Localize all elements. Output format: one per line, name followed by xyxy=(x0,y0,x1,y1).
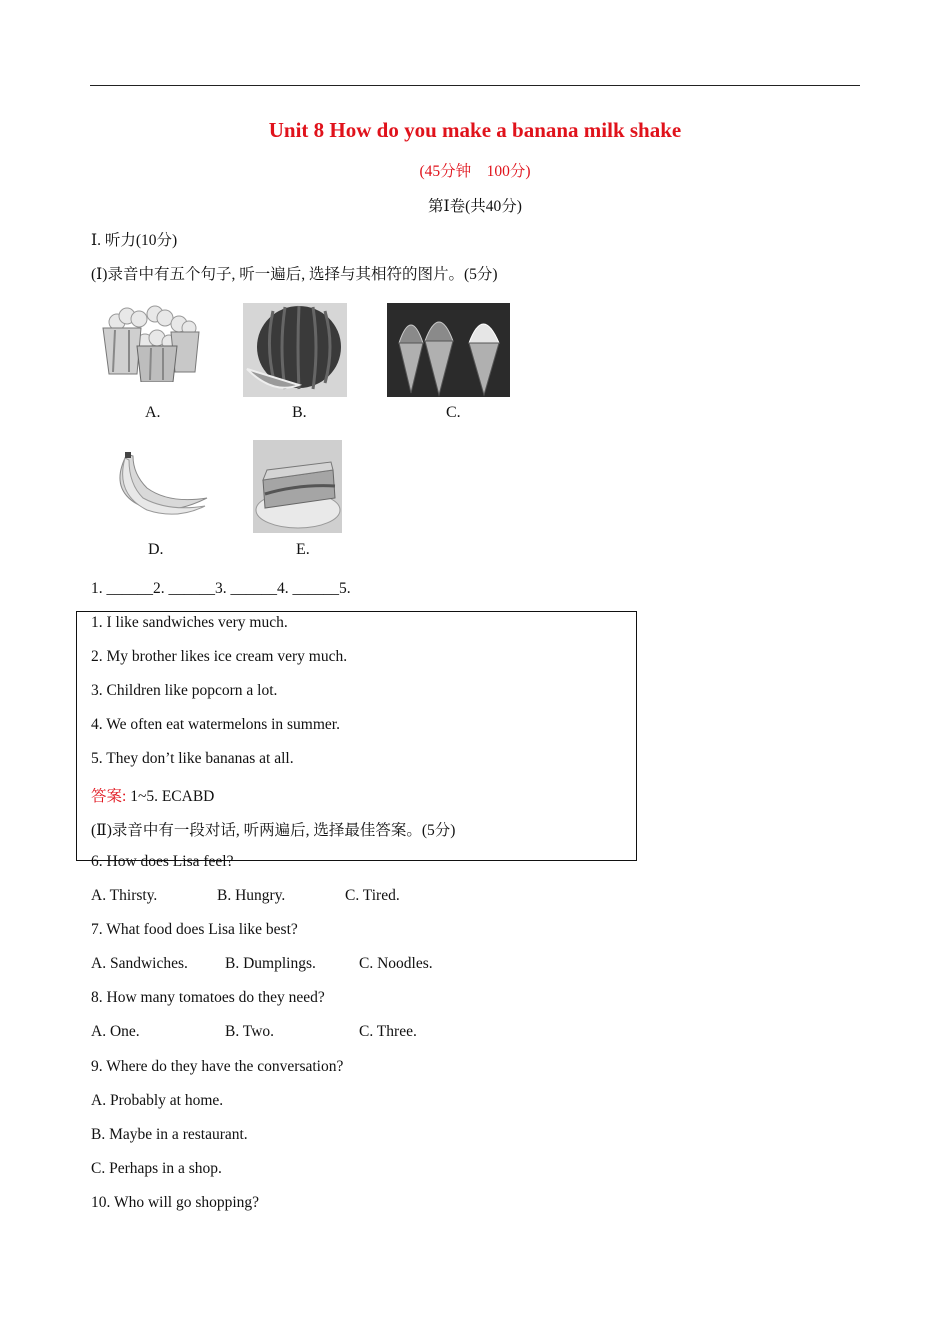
section-heading: Ⅰ. 听力(10分) xyxy=(91,232,178,249)
q6-option-c: C. Tired. xyxy=(345,887,400,904)
banana-image xyxy=(107,448,209,520)
part1-instruction: (Ⅰ)录音中有五个句子, 听一遍后, 选择与其相符的图片。(5分) xyxy=(91,266,498,283)
popcorn-image xyxy=(97,304,201,382)
question-10: 10. Who will go shopping? xyxy=(91,1194,260,1211)
q7-option-a: A. Sandwiches. xyxy=(91,955,188,972)
answer-text: 1~5. ECABD xyxy=(126,788,215,805)
q7-option-b: B. Dumplings. xyxy=(225,955,316,972)
transcript-line: 5. They don’t like bananas at all. xyxy=(91,750,294,767)
transcript-line: 3. Children like popcorn a lot. xyxy=(91,682,278,699)
ice-cream-image xyxy=(387,303,510,397)
header-rule xyxy=(90,85,860,86)
picture-b-label: B. xyxy=(292,404,307,421)
transcript-line: 1. I like sandwiches very much. xyxy=(91,614,288,631)
q9-option-b: B. Maybe in a restaurant. xyxy=(91,1126,248,1143)
question-8: 8. How many tomatoes do they need? xyxy=(91,989,325,1006)
q6-option-a: A. Thirsty. xyxy=(91,887,158,904)
volume-heading: 第Ⅰ卷(共40分) xyxy=(428,198,522,215)
question-9: 9. Where do they have the conversation? xyxy=(91,1058,344,1075)
q7-option-c: C. Noodles. xyxy=(359,955,433,972)
transcript-line: 2. My brother likes ice cream very much. xyxy=(91,648,348,665)
q8-option-b: B. Two. xyxy=(225,1023,275,1040)
q9-option-a: A. Probably at home. xyxy=(91,1092,224,1109)
picture-c-label: C. xyxy=(446,404,461,421)
q6-option-b: B. Hungry. xyxy=(217,887,286,904)
q8-option-a: A. One. xyxy=(91,1023,140,1040)
sandwich-image xyxy=(253,440,342,533)
question-6: 6. How does Lisa feel? xyxy=(91,853,234,870)
answer-key xyxy=(91,784,214,806)
page-title: Unit 8 How do you make a banana milk shake xyxy=(268,118,682,142)
part2-instruction: (Ⅱ)录音中有一段对话, 听两遍后, 选择最佳答案。(5分) xyxy=(91,822,456,839)
q8-option-c: C. Three. xyxy=(359,1023,417,1040)
q9-option-c: C. Perhaps in a shop. xyxy=(91,1160,222,1177)
question-7: 7. What food does Lisa like best? xyxy=(91,921,298,938)
watermelon-image xyxy=(243,303,347,397)
answer-blanks: 1. ______2. ______3. ______4. ______5. xyxy=(91,580,351,597)
picture-a-label: A. xyxy=(145,404,161,421)
picture-e-label: E. xyxy=(296,541,310,558)
transcript-line: 4. We often eat watermelons in summer. xyxy=(91,716,340,733)
page-subtitle: (45分钟 100分) xyxy=(419,163,531,180)
picture-d-label: D. xyxy=(148,541,164,558)
answer-label: 答案: xyxy=(91,788,127,805)
